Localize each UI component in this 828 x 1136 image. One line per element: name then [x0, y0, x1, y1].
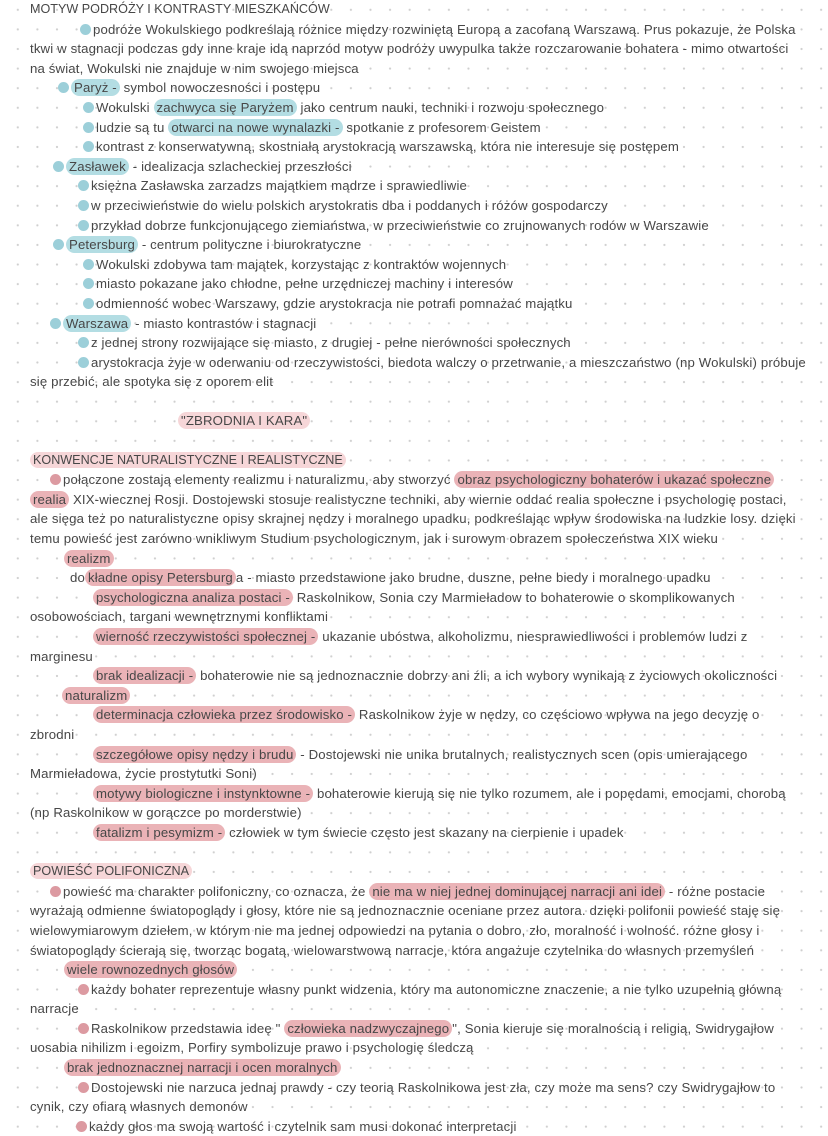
- highlighted-text: realizm: [64, 550, 114, 567]
- text: ludzie są tu: [96, 119, 169, 135]
- note-item: [30, 274, 806, 294]
- bullet-dot-icon: [78, 984, 89, 995]
- bullet-dot-icon: [50, 318, 61, 329]
- text: Wokulski: [96, 99, 154, 115]
- note-item: [30, 118, 806, 138]
- text: spotkanie z profesorem Geistem: [342, 119, 541, 135]
- text: kontrast z konserwatywną, skostniałą arystokracją warszawską, która nie interesuje się postępem: [96, 139, 680, 155]
- text: - Dostojewski nie unika brutalnych, realistycznych scen (opis umierającego Marmieładowa, życie prostytutki Soni): [30, 746, 748, 782]
- note-item: [30, 235, 806, 255]
- bullet-dot-icon: [53, 161, 64, 172]
- note-item: [30, 157, 806, 177]
- text: do: [70, 570, 85, 586]
- note-item: [30, 137, 806, 157]
- text: bohaterowie nie są jednoznacznie dobrzy ani źli, a ich wybory wynikają z życiowych okoliczności: [196, 668, 778, 684]
- note-item: [30, 980, 806, 1019]
- text: jako centrum nauki, techniki i rozwoju społecznego: [296, 99, 605, 115]
- text: - centrum polityczne i biurokratyczne: [138, 237, 362, 253]
- text: arystokracja żyje w oderwaniu od rzeczywistości, biedota walczy o przetrwanie, a mieszczaństwo (np Wokulski) próbuje się przebić, ale spotyka się z oporem elit: [30, 354, 806, 390]
- bullet-dot-icon: [83, 122, 94, 133]
- highlighted-text: psychologiczna analiza postaci -: [93, 589, 293, 606]
- bullet-dot-icon: [78, 357, 89, 368]
- note-item: [30, 568, 806, 588]
- highlighted-text: brak jednoznacznej narracji i ocen moralnych: [64, 1059, 341, 1076]
- note-item: [30, 705, 806, 744]
- text: w przeciwieństwie do wielu polskich arystokratis dba i poddanych i różów gospodarczy: [91, 197, 608, 213]
- highlighted-text: POWIEŚĆ POLIFONICZNA: [30, 863, 192, 879]
- highlighted-text: Petersburg: [66, 236, 138, 253]
- section-heading: [30, 451, 806, 471]
- note-item: [30, 98, 806, 118]
- bullet-dot-icon: [78, 180, 89, 191]
- bullet-dot-icon: [78, 200, 89, 211]
- bullet-dot-icon: [83, 141, 94, 152]
- text: ", Sonia kieruje się moralnością i religią, Swidrygajłow uosabia nihilizm i egoizm, Porfiry symbolizuje prawo i psychologię śledczą: [30, 1020, 774, 1056]
- note-item: [30, 176, 806, 196]
- bullet-dot-icon: [78, 220, 89, 231]
- highlighted-text: wierność rzeczywistości społecznej -: [93, 628, 318, 645]
- text: a - miasto przedstawione jako brudne, duszne, pełne biedy i moralnego upadku: [235, 570, 711, 586]
- bullet-dot-icon: [53, 239, 64, 250]
- note-item: [30, 745, 806, 784]
- highlighted-text: kładne opisy Petersburg: [85, 569, 236, 586]
- text: MOTYW PODRÓŻY I KONTRASTY MIESZKAŃCÓW: [30, 2, 330, 16]
- note-item: [30, 666, 806, 686]
- blank-line: [30, 392, 806, 412]
- text: każdy bohater reprezentuje własny punkt widzenia, który ma autonomiczne znaczenie, a nie tylko uzupełnią główną narracje: [30, 981, 782, 1017]
- text: połączone zostają elementy realizmu i naturalizmu, aby stworzyć: [63, 472, 455, 488]
- text: powieść ma charakter polifoniczny, co oznacza, że: [63, 883, 370, 899]
- text: miasto pokazane jako chłodne, pełne urzędniczej machiny i interesów: [96, 276, 513, 292]
- bullet-dot-icon: [50, 886, 61, 897]
- text: z jednej strony rozwijające się miasto, z drugiej - pełne nierówności społecznych: [91, 335, 571, 351]
- highlighted-text: nie ma w niej jednej dominującej narracji ani idei: [369, 883, 665, 900]
- text: podróże Wokulskiego podkreślają różnice między rozwiniętą Europą a zacofaną Warszawą. Prus pokazuje, że Polska tkwi w stagnacji podczas gdy inne kraje idą naprzód motyw podróży uwypulka także rozczarowanie bohatera - mimo otwartości na świat, Wokulski nie znajduje w nim swojego miejsca: [30, 21, 796, 76]
- highlighted-text: człowieka nadzwyczajnego: [284, 1020, 452, 1037]
- text: - różne postacie wyrażają odmienne światopoglądy i głosy, które nie są jednoznacznie oceniane przez autora. dzięki polifonii powieść staję się wielowymiarowym dziełem, w którym nie ma jednej odpowiedzi na pytania o dobro, zło, moralność i wolność. różne głosy i światopoglądy ścierają się, tworząc bogatą, wielowarstwową narracje, która angażuje czytelnika do własnych przemyśleń: [30, 883, 781, 958]
- note-item: [30, 314, 806, 334]
- note-item: [30, 1117, 806, 1136]
- highlighted-text: Paryż -: [71, 79, 120, 96]
- text: Raskolnikow żyje w nędzy, co częściowo wpływa na jego decyzję o zbrodni: [30, 707, 760, 742]
- bullet-dot-icon: [83, 259, 94, 270]
- note-item: [30, 333, 806, 353]
- text: każdy głos ma swoją wartość i czytelnik sam musi dokonać interpretacji: [89, 1118, 517, 1134]
- highlighted-text: otwarci na nowe wynalazki -: [168, 119, 342, 136]
- book-title: [30, 411, 806, 431]
- text: Wokulski zdobywa tam majątek, korzystając z kontraktów wojennych: [96, 256, 507, 272]
- text: Raskolnikow, Sonia czy Marmieładow to bohaterowie o skomplikowanych osobowościach, targani wewnętrznymi konfliktami: [30, 589, 735, 625]
- text: symbol nowoczesności i postępu: [119, 80, 321, 96]
- bullet-dot-icon: [83, 298, 94, 309]
- note-item: [30, 882, 806, 960]
- note-item: [30, 1078, 806, 1117]
- text: Raskolnikow przedstawia ideę ": [91, 1020, 285, 1036]
- text: XIX-wiecznej Rosji. Dostojewski stosuje realistyczne techniki, aby wiernie oddać realia społeczne i psychologię postaci, ale sięga też po naturalistyczne opisy skrajnej nędzy i moralnego upadku, podkreślając wpływ środowiska na ludzkie losy. dzięki temu powieść jest zarówno wnikliwym Studium psychologicznym, jak i surowym obrazem społeczeństwa XIX wieku: [30, 491, 796, 547]
- note-item: [30, 549, 806, 569]
- bullet-dot-icon: [78, 1082, 89, 1093]
- note-item: [30, 960, 806, 980]
- highlighted-text: naturalizm: [62, 687, 130, 704]
- note-item: [30, 1019, 806, 1058]
- highlighted-text: motywy biologiczne i instynktowne -: [93, 785, 313, 802]
- note-item: [30, 1058, 806, 1078]
- bullet-dot-icon: [80, 24, 91, 35]
- note-item: [30, 255, 806, 275]
- bullet-dot-icon: [76, 1121, 87, 1132]
- highlighted-text: Warszawa: [63, 315, 131, 332]
- blank-line: [30, 431, 806, 451]
- bullet-dot-icon: [58, 82, 69, 93]
- highlighted-text: KONWENCJE NATURALISTYCZNE I REALISTYCZNE: [30, 452, 346, 468]
- highlighted-text: wiele rownozednych głosów: [64, 961, 237, 978]
- note-item: [30, 216, 806, 236]
- highlighted-text: obraz psychologiczny bohaterów i ukazać społeczne realia: [30, 471, 774, 508]
- text: człowiek w tym świecie często jest skazany na cierpienie i upadek: [225, 824, 624, 840]
- note-item: [30, 294, 806, 314]
- text: przykład dobrze funkcjonującego ziemiaństwa, w przeciwieństwie co zrujnowanych rodów w Warszawie: [91, 217, 709, 233]
- note-item: [30, 686, 806, 706]
- highlighted-text: fatalizm i pesymizm -: [93, 824, 225, 841]
- text: księżna Zasławska zarzadzs majątkiem mądrze i sprawiedliwie: [91, 178, 468, 194]
- bullet-dot-icon: [83, 102, 94, 113]
- note-item: [30, 196, 806, 216]
- note-item: [30, 353, 806, 392]
- bullet-dot-icon: [50, 474, 61, 485]
- highlighted-text: zachwyca się Paryżem: [154, 99, 297, 116]
- text: ukazanie ubóstwa, alkoholizmu, niesprawiedliwości i problemów ludzi z marginesu: [30, 629, 748, 664]
- bullet-dot-icon: [83, 278, 94, 289]
- highlighted-text: szczegółowe opisy nędzy i brudu: [93, 746, 296, 763]
- note-item: [30, 20, 806, 79]
- text: - idealizacja szlacheckiej przeszłości: [128, 158, 352, 174]
- highlighted-text: brak idealizacji -: [93, 667, 196, 684]
- note-item: [30, 823, 806, 843]
- text: Dostojewski nie narzuca jednaj prawdy - czy teorią Raskolnikowa jest zła, czy może ma sens? czy Swidrygajłow to cynik, czy ofiarą własnych demonów: [30, 1079, 776, 1115]
- note-item: [30, 627, 806, 666]
- note-item: [30, 784, 806, 823]
- bullet-dot-icon: [78, 1023, 89, 1034]
- note-item: [30, 588, 806, 627]
- note-item: [30, 470, 806, 548]
- text: odmienność wobec Warszawy, gdzie arystokracja nie potrafi pomnażać majątku: [96, 295, 573, 311]
- note-item: [30, 78, 806, 98]
- blank-line: [30, 843, 806, 863]
- highlighted-text: "ZBRODNIA I KARA": [178, 412, 310, 429]
- highlighted-text: Zasławek: [66, 158, 129, 175]
- text: bohaterowie kierują się nie tylko rozumem, ale i popędami, emocjami, chorobą (np Raskolnikow w gorączce po morderstwie): [30, 785, 786, 821]
- text: - miasto kontrastów i stagnacji: [131, 315, 317, 331]
- section-heading: [30, 0, 806, 20]
- section-heading: [30, 862, 806, 882]
- highlighted-text: determinacja człowieka przez środowisko -: [93, 706, 355, 723]
- bullet-dot-icon: [78, 337, 89, 348]
